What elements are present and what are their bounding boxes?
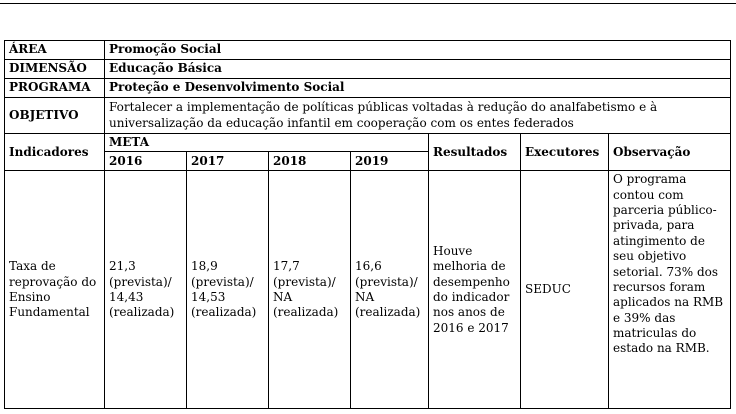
- meta-header-cell: META: [105, 134, 429, 152]
- dimensao-label-cell: DIMENSÃO: [5, 60, 105, 79]
- resultados-header-cell: Resultados: [429, 134, 521, 171]
- program-evaluation-table: [4, 40, 731, 409]
- resultados-value-cell: Houve melhoria de desempenho do indicador nos anos de 2016 e 2017: [429, 171, 521, 409]
- top-rule: [0, 3, 736, 4]
- area-value-cell: Promoção Social: [105, 41, 731, 60]
- year-2019-header-cell: 2019: [351, 152, 429, 171]
- row-dimensao: [5, 60, 731, 79]
- programa-label-cell: PROGRAMA: [5, 79, 105, 98]
- executores-value-cell: SEDUC: [521, 171, 609, 409]
- objetivo-label-cell: OBJETIVO: [5, 98, 105, 134]
- indicador-value-cell: Taxa de reprovação do Ensino Fundamental: [5, 171, 105, 409]
- year-2017-header-cell: 2017: [187, 152, 269, 171]
- area-label-cell: ÁREA: [5, 41, 105, 60]
- observacao-header-cell: Observação: [609, 134, 731, 171]
- row-header-meta: [5, 134, 731, 152]
- objetivo-value-cell: Fortalecer a implementação de políticas públicas voltadas à redução do analfabetismo e à universalização da educação infantil em cooperação com os entes federados: [105, 98, 731, 134]
- indicadores-header-cell: Indicadores: [5, 134, 105, 171]
- meta-2016-value-cell: 21,3 (prevista)/ 14,43 (realizada): [105, 171, 187, 409]
- row-programa: [5, 79, 731, 98]
- row-indicator-data: [5, 171, 731, 409]
- year-2018-header-cell: 2018: [269, 152, 351, 171]
- meta-2019-value-cell: 16,6 (prevista)/ NA (realizada): [351, 171, 429, 409]
- meta-2018-value-cell: 17,7 (prevista)/ NA (realizada): [269, 171, 351, 409]
- programa-value-cell: Proteção e Desenvolvimento Social: [105, 79, 731, 98]
- observacao-value-cell: O programa contou com parceria público-privada, para atingimento de seu objetivo setorial. 73% dos recursos foram aplicados na RMB e 39% das matriculas do estado na RMB.: [609, 171, 731, 409]
- executores-header-cell: Executores: [521, 134, 609, 171]
- dimensao-value-cell: Educação Básica: [105, 60, 731, 79]
- row-area: [5, 41, 731, 60]
- meta-2017-value-cell: 18,9 (prevista)/ 14,53 (realizada): [187, 171, 269, 409]
- row-objetivo: [5, 98, 731, 134]
- year-2016-header-cell: 2016: [105, 152, 187, 171]
